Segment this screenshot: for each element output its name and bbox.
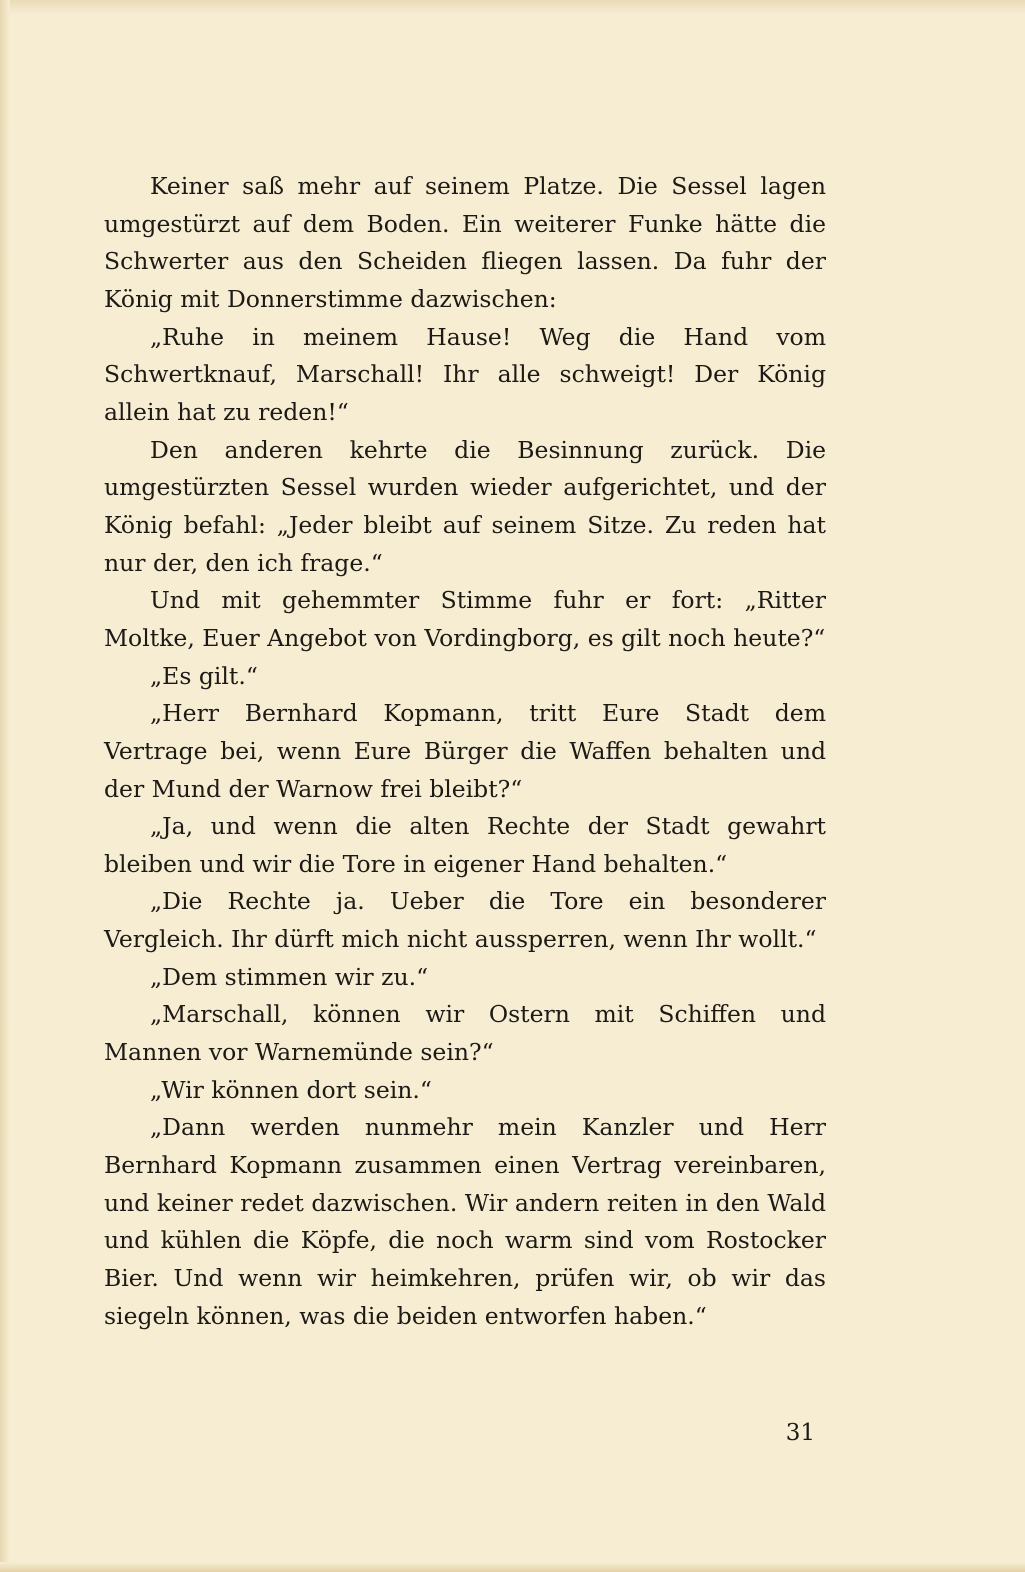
page-edge-bottom [0,1562,1025,1572]
paragraph: „Ruhe in meinem Hause! Weg die Hand vom Schwertknauf, Marschall! Ihr alle schweigt! Der König allein hat zu reden!“ [104,322,826,426]
paragraph: „Wir können dort sein.“ [150,1075,432,1104]
paragraph: Keiner saß mehr auf seinem Platze. Die Sessel lagen umgestürzt auf dem Boden. Ein weiterer Funke hätte die Schwerter aus den Scheiden fliegen lassen. Da fuhr der König mit Donnerstimme dazwischen: [104,172,826,313]
page-edge-left [0,0,10,1572]
paragraph: „Die Rechte ja. Ueber die Tore ein besonderer Vergleich. Ihr dürft mich nicht aussperren, wenn Ihr wollt.“ [104,887,826,954]
paragraph: „Ja, und wenn die alten Rechte der Stadt gewahrt bleiben und wir die Tore in eigener Hand behalten.“ [104,812,826,878]
page-number: 31 [785,1420,815,1446]
paragraph: „Dem stimmen wir zu.“ [150,962,429,991]
paragraph: „Marschall, können wir Ostern mit Schiffen und Mannen vor Warnemünde sein?“ [104,1000,826,1067]
paragraph: Den anderen kehrte die Besinnung zurück. Die umgestürzten Sessel wurden wieder aufgerichtet, und der König befahl: „Jeder bleibt auf seinem Sitze. Zu reden hat nur der, den ich frage.“ [104,435,826,577]
paragraph: „Dann werden nunmehr mein Kanzler und Herr Bernhard Kopmann zusammen einen Vertrag vereinbaren, und keiner redet dazwischen. Wir andern reiten in den Wald und kühlen die Köpfe, die noch warm sind vom Rostocker Bier. Und wenn wir heimkehren, prüfen wir, ob wir das siegeln können, was die beiden entworfen haben.“ [104,1113,826,1330]
paragraph: „Es gilt.“ [150,661,258,690]
body-text [104,168,826,1335]
page-edge-top [0,0,1025,14]
paragraph: „Herr Bernhard Kopmann, tritt Eure Stadt dem Vertrage bei, wenn Eure Bürger die Waffen behalten und der Mund der Warnow frei bleibt?“ [104,699,826,803]
paragraph: Und mit gehemmter Stimme fuhr er fort: „Ritter Moltke, Euer Angebot von Vordingborg, es gilt noch heute?“ [104,586,826,652]
